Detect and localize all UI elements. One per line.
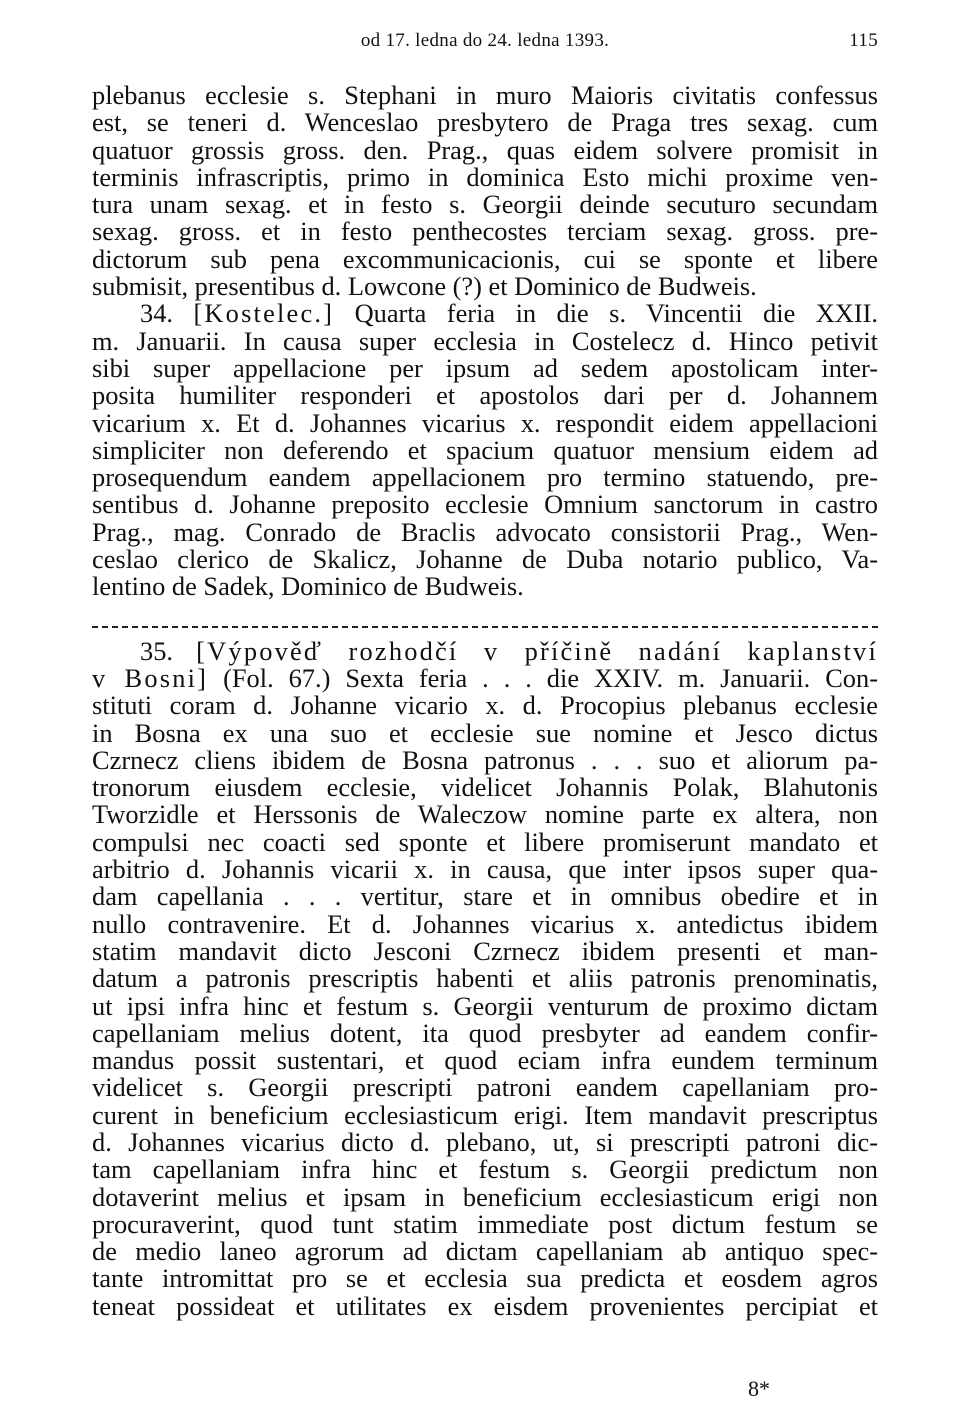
text-line: ceslao clerico de Skalicz, Johanne de Duba notario publico, Va-	[92, 544, 878, 575]
entry-title: [Výpověď rozhodčí v příčině nadání kaplanství	[196, 635, 878, 666]
text-line: terminis infrascriptis, primo in dominica Esto michi proxime ven-	[92, 161, 878, 192]
text-line: mandus possit sustentari, et quod eciam infra eundem terminum	[92, 1045, 878, 1076]
document-body	[92, 82, 878, 1320]
text-line: nullo contravenire. Et d. Johannes vicarius x. antedictus ibidem	[92, 908, 878, 939]
text-line: est, se teneri d. Wenceslao presbytero de Praga tres sexag. cum	[92, 107, 878, 138]
text-line: dotaverint melius et ipsam in beneficium ecclesiasticum erigi non	[92, 1181, 878, 1212]
text-line: plebanus ecclesie s. Stephani in muro Maioris civitatis confessus	[92, 80, 878, 110]
text-line: dam capellania . . . vertitur, stare et in omnibus obedire et in	[92, 881, 878, 912]
text-line: compulsi nec coacti sed sponte et libere promiserunt mandato et	[92, 826, 878, 857]
text-line: tante intromittat pro se et ecclesia sua predicta et eosdem agros	[92, 1263, 878, 1294]
entry-date: (Fol. 67.) Sexta feria . . . die XXIV. m. Januarii. Con-	[223, 662, 878, 693]
page-number: 115	[849, 30, 878, 51]
text-line: dictorum sub pena excommunicacionis, cui se sponte et libere	[92, 243, 878, 274]
text-line: in Bosna ex una suo et ecclesie sue nomine et Jesco dictus	[92, 717, 878, 748]
entry-34	[92, 300, 878, 600]
entry-34-heading-line	[92, 300, 878, 327]
text-line: de medio laneo agrorum ad dictam capellaniam ab antiquo spec-	[92, 1236, 878, 1267]
text-line: tronorum eiusdem ecclesie, videlicet Johannis Polak, Blahutonis	[92, 772, 878, 803]
text-line: vicarium x. Et d. Johannes vicarius x. respondit eidem appellacioni	[92, 407, 878, 438]
page-header	[92, 30, 878, 58]
text-line: tura unam sexag. et in festo s. Georgii deinde secuturo secundam	[92, 189, 878, 220]
text-line: prosequendum eandem appellacionem pro termino statuendo, pre-	[92, 462, 878, 493]
text-line: datum a patronis prescriptis habenti et aliis patronis prenominatis,	[92, 963, 878, 994]
text-line: d. Johannes vicarius dicto d. plebano, ut, si prescripti patroni dic-	[92, 1126, 878, 1157]
running-title: od 17. ledna do 24. ledna 1393.	[360, 30, 610, 51]
text-line: videlicet s. Georgii prescripti patroni eandem capellaniam pro-	[92, 1072, 878, 1103]
entry-35	[92, 635, 878, 1321]
text-line: procuraverint, quod tunt statim immediate post dictum festum se	[92, 1208, 878, 1239]
text-line: quatuor grossis gross. den. Prag., quas eidem solvere promisit in	[92, 134, 878, 165]
entry-35-second-line	[92, 662, 878, 693]
text-line: Prag., mag. Conrado de Braclis advocato consistorii Prag., Wen-	[92, 516, 878, 547]
text-line: submisit, presentibus d. Lowcone (?) et Dominico de Budweis.	[92, 271, 757, 302]
entry-35-heading-line	[92, 635, 878, 666]
text-line: m. Januarii. In causa super ecclesia in Costelecz d. Hinco petivit	[92, 325, 878, 356]
entry-number: 35.	[140, 635, 173, 666]
text-line: teneat possideat et utilitates ex eisdem provenientes percipiat et	[92, 1290, 878, 1321]
entry-33-continuation	[92, 82, 878, 300]
entry-number: 34.	[140, 298, 173, 329]
signature-mark: 8*	[748, 1376, 770, 1401]
text-line: sexag. gross. et in festo penthecostes terciam sexag. gross. pre-	[92, 216, 878, 247]
entry-date: Quarta feria in die s. Vincentii die XXII.	[354, 298, 878, 329]
text-line: posita humiliter responderi et apostolos dari per d. Johannem	[92, 380, 878, 411]
entry-title: [Kostelec.]	[193, 298, 335, 329]
entry-title-continued: v Bosni]	[92, 662, 209, 693]
text-line: curent in beneficium ecclesiasticum erigi. Item mandavit prescriptus	[92, 1099, 878, 1130]
text-line: ut ipsi infra hinc et festum s. Georgii venturum de proximo dictam	[92, 990, 878, 1021]
text-line: stituti coram d. Johanne vicario x. d. Procopius plebanus ecclesie	[92, 690, 878, 721]
text-line: statim mandavit dicto Jesconi Czrnecz ibidem presenti et man-	[92, 935, 878, 966]
text-line: sibi super appellacione per ipsum ad sedem apostolicam inter-	[92, 352, 878, 383]
text-line: Czrnecz cliens ibidem de Bosna patronus . . . suo et aliorum pa-	[92, 744, 878, 775]
text-line: arbitrio d. Johannis vicarii x. in causa, que inter ipsos super qua-	[92, 854, 878, 885]
text-line: Tworzidle et Herssonis de Waleczow nomine parte ex altera, non	[92, 799, 878, 830]
text-line: tam capellaniam infra hinc et festum s. Georgii predictum non	[92, 1154, 878, 1185]
text-line: capellaniam melius dotent, ita quod presbyter ad eandem confir-	[92, 1017, 878, 1048]
text-line: sentibus d. Johanne preposito ecclesie Omnium sanctorum in castro	[92, 489, 878, 520]
text-line: simpliciter non deferendo et spacium quatuor mensium eidem ad	[92, 434, 878, 465]
text-line: lentino de Sadek, Dominico de Budweis.	[92, 571, 524, 602]
section-separator	[92, 610, 878, 628]
